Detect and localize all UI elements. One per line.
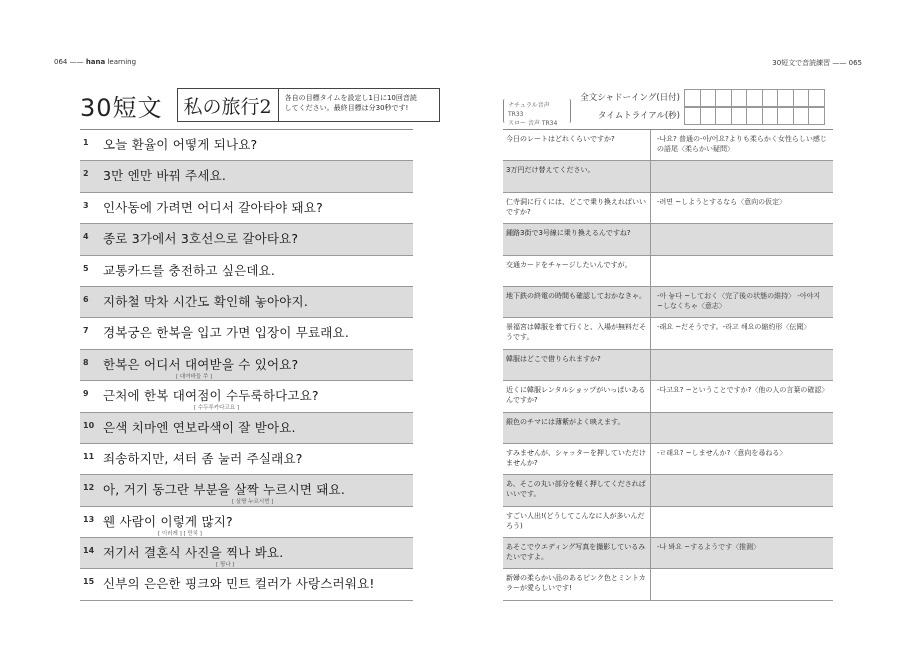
- tracking-cell[interactable]: [793, 107, 810, 125]
- grammar-note: -다고요? ~ということですか?〈他の人の言葉の確認〉: [657, 386, 829, 395]
- sentence-row: [80, 193, 413, 224]
- sentence-row: [80, 569, 413, 600]
- sentence-number: 11: [83, 451, 95, 461]
- sentence-row: [80, 224, 413, 255]
- korean-sentence: 경복궁은 한복을 입고 가면 입장이 무료래요.: [103, 325, 349, 341]
- japanese-translation: 景福宮は韓服を着て行くと、入場が無料だそうです。: [503, 318, 651, 348]
- pronunciation-note: [ 살짱 누르시면 ]: [232, 499, 274, 506]
- japanese-translation: 地下鉄の終電の時間も確認しておかなきゃ。: [503, 287, 651, 317]
- translation-row: [503, 381, 833, 412]
- korean-sentence: 한복은 어디서 대여받을 수 있어요?: [103, 356, 299, 372]
- sentence-number: 15: [83, 577, 95, 587]
- translation-row: [503, 224, 833, 255]
- sentence-row: [80, 413, 413, 444]
- pronunciation-note: [ 대여바들 쑤 ]: [176, 373, 213, 380]
- shadowing-label: 全文シャドーイング(日付): [580, 93, 680, 103]
- tracking-cell[interactable]: [793, 89, 810, 107]
- korean-sentence: 지하철 막차 시간도 확인해 놓아야지.: [103, 293, 308, 309]
- trial-label: タイムトライアル(秒): [597, 111, 680, 121]
- korean-sentence: 오늘 환율이 어떻게 되나요?: [103, 137, 258, 152]
- sentence-number: 5: [83, 263, 89, 273]
- brand-logo: hana: [85, 58, 106, 66]
- sentence-row: [80, 287, 413, 318]
- translation-row: [503, 193, 833, 224]
- page-title: 30短文: [80, 93, 163, 122]
- translation-row: [503, 161, 833, 192]
- sentence-row: [80, 256, 413, 287]
- sentence-number: 4: [83, 232, 89, 242]
- grammar-note: -ㄹ래요? ~しませんか?〈意向を尋ねる〉: [657, 448, 787, 457]
- instruction-note: [279, 89, 439, 121]
- tracking-cell[interactable]: [808, 107, 825, 125]
- sentence-number: 1: [83, 138, 89, 147]
- title-block: [80, 89, 440, 121]
- tracking-cell[interactable]: [684, 89, 701, 107]
- sentence-number: 2: [83, 169, 89, 179]
- korean-sentence: 신부의 은은한 핑크와 민트 컬러가 사랑스러워요!: [103, 576, 375, 592]
- sentence-row: [80, 538, 413, 569]
- korean-sentence: 웬 사람이 이렇게 많지?: [103, 513, 233, 529]
- sentence-row: [80, 507, 413, 538]
- grammar-note: [651, 413, 833, 443]
- tracking-cell[interactable]: [700, 89, 717, 107]
- sentence-row: [80, 381, 413, 412]
- japanese-translation-table: [503, 129, 833, 601]
- sentence-number: 7: [83, 326, 89, 336]
- translation-row: [503, 256, 833, 287]
- natural-audio-label: ナチュラル音声 TR33: [508, 102, 550, 118]
- trial-time-row: [684, 107, 824, 125]
- shadowing-date-row: [684, 89, 824, 107]
- korean-sentence: 저기서 결혼식 사진을 찍나 봐요.: [103, 545, 284, 561]
- tracking-cell[interactable]: [762, 107, 779, 125]
- japanese-translation: 今日のレートはどれくらいですか?: [503, 130, 651, 160]
- korean-sentence: 교통카드를 충전하고 싶은데요.: [103, 262, 276, 278]
- tracking-cell[interactable]: [715, 89, 732, 107]
- grammar-note: [651, 224, 833, 254]
- translation-row: [503, 413, 833, 444]
- japanese-translation: すごい人出!(どうしてこんなに人が多いんだろう): [503, 507, 651, 537]
- grammar-note: [651, 475, 833, 505]
- sentence-row: [80, 444, 413, 475]
- tracking-cell[interactable]: [700, 107, 717, 125]
- sentence-row: [80, 350, 413, 381]
- tracking-cell[interactable]: [777, 89, 794, 107]
- grammar-note: -나 봐요 ~するようです〈推測〉: [657, 543, 761, 552]
- translation-row: [503, 475, 833, 506]
- tracking-grid: [684, 89, 824, 125]
- sentence-number: 14: [83, 546, 95, 556]
- korean-sentence: 근처에 한복 대여점이 수두룩하다고요?: [103, 388, 319, 404]
- sentence-number: 6: [83, 294, 89, 304]
- japanese-translation: あそこでウエディング写真を撮影しているみたいですよ。: [503, 538, 651, 568]
- grammar-note: [651, 350, 833, 380]
- sentence-number: 10: [83, 420, 95, 430]
- japanese-translation: あ、そこの丸い部分を軽く押してくだされぱいいです。: [503, 475, 651, 505]
- sentence-number: 12: [83, 483, 95, 493]
- translation-row: [503, 318, 833, 349]
- page-subtitle: 私の旅行2: [178, 89, 279, 121]
- tracking-cell[interactable]: [684, 107, 701, 125]
- tracking-cell[interactable]: [746, 89, 763, 107]
- japanese-translation: 鍾路3街で3号線に乗り換えるんですね?: [503, 224, 651, 254]
- japanese-translation: 韓服はどこで借りられますか?: [503, 350, 651, 380]
- sentence-number: 13: [83, 514, 95, 524]
- japanese-translation: 銀色のチマには薄紫がよく映えます。: [503, 413, 651, 443]
- sentence-number: 9: [83, 389, 89, 399]
- translation-row: [503, 569, 833, 600]
- right-page-header: 30短文で音読練習 —— 065: [772, 59, 862, 67]
- japanese-translation: 交通カードをチャージしたいんですが。: [503, 256, 651, 286]
- translation-row: [503, 350, 833, 381]
- pronunciation-note: [ 이러케 ] [ 만치 ]: [158, 530, 202, 537]
- right-page-number: 065: [848, 59, 862, 67]
- korean-sentence: 인사동에 가려면 어디서 갈아타야 돼요?: [103, 199, 323, 215]
- tracking-cell[interactable]: [808, 89, 825, 107]
- instruction-line-1: 各自の目標タイムを設定し1日に10回音読: [284, 94, 417, 102]
- sentence-row: [80, 475, 413, 506]
- grammar-note: -아 놓다 ~しておく〈完了後の状態の維持〉 -아야지 ~しなくちゃ〈意志〉: [657, 291, 821, 310]
- japanese-translation: 3万円だけ替えてください。: [503, 161, 651, 191]
- grammar-note: [651, 569, 833, 599]
- translation-row: [503, 507, 833, 538]
- left-page-number: 064: [54, 58, 68, 66]
- korean-sentence: 종로 3가에서 3호선으로 갈아타요?: [103, 231, 299, 247]
- korean-sentence-list: [80, 129, 413, 601]
- brand-sub: learning: [107, 58, 137, 66]
- korean-sentence: 은색 치마엔 연보라색이 잘 받아요.: [103, 419, 296, 435]
- translation-row: [503, 444, 833, 475]
- korean-sentence: 아, 거기 동그란 부분을 살짝 누르시면 돼요.: [103, 482, 346, 498]
- translation-row: [503, 130, 833, 161]
- sentence-number: 3: [83, 200, 89, 210]
- pronunciation-note: [ 수두루카다고요 ]: [194, 405, 239, 412]
- tracking-labels: [560, 89, 680, 125]
- tracking-cell[interactable]: [746, 107, 763, 125]
- pronunciation-note: [ 찡나 ]: [216, 562, 235, 569]
- grammar-note: -려면 ~しようとするなら〈意向の仮定〉: [657, 197, 787, 206]
- right-header-text: 30短文で音読練習: [772, 59, 831, 67]
- title-box: [177, 88, 440, 122]
- translation-row: [503, 538, 833, 569]
- japanese-translation: すみませんが、シャッターを押していただけませんか?: [503, 444, 651, 474]
- japanese-translation: 近くに韓服レンタルショップがいっぱいあるんですか?: [503, 381, 651, 411]
- sentence-row: [80, 318, 413, 349]
- translation-row: [503, 287, 833, 318]
- sentence-number: 8: [83, 357, 89, 367]
- slow-audio-label: スロー 音声 TR34: [508, 120, 558, 127]
- left-page-header: 064 —— hana learning: [54, 58, 137, 66]
- japanese-translation: 仁寺洞に行くには、どこで乗り換えればいいですか?: [503, 193, 651, 223]
- tracking-cell[interactable]: [715, 107, 732, 125]
- sentence-row: [80, 161, 413, 192]
- grammar-note: [651, 256, 833, 286]
- korean-sentence: 죄송하지만, 셔터 좀 눌러 주실래요?: [103, 450, 303, 466]
- grammar-note: [651, 507, 833, 537]
- grammar-note: [651, 161, 833, 191]
- korean-sentence: 3만 엔만 바꿔 주세요.: [103, 168, 227, 184]
- grammar-note: -래요 ~だそうです。-라고 해요の縮約形〈伝聞〉: [657, 323, 811, 332]
- sentence-row: [80, 130, 413, 161]
- grammar-note: -나요? 普通の-아/어요?よりも柔らかく女性らしい感じの語尾〈柔らかい疑問〉: [657, 135, 827, 153]
- tracking-cell[interactable]: [731, 89, 748, 107]
- tracking-cell[interactable]: [762, 89, 779, 107]
- instruction-line-2: してください。最終目標は分30秒です!: [284, 104, 409, 112]
- tracking-cell[interactable]: [731, 107, 748, 125]
- tracking-cell[interactable]: [777, 107, 794, 125]
- japanese-translation: 新婦の柔らかい品のあるピンク色とミントカラーが愛らしいです!: [503, 569, 651, 599]
